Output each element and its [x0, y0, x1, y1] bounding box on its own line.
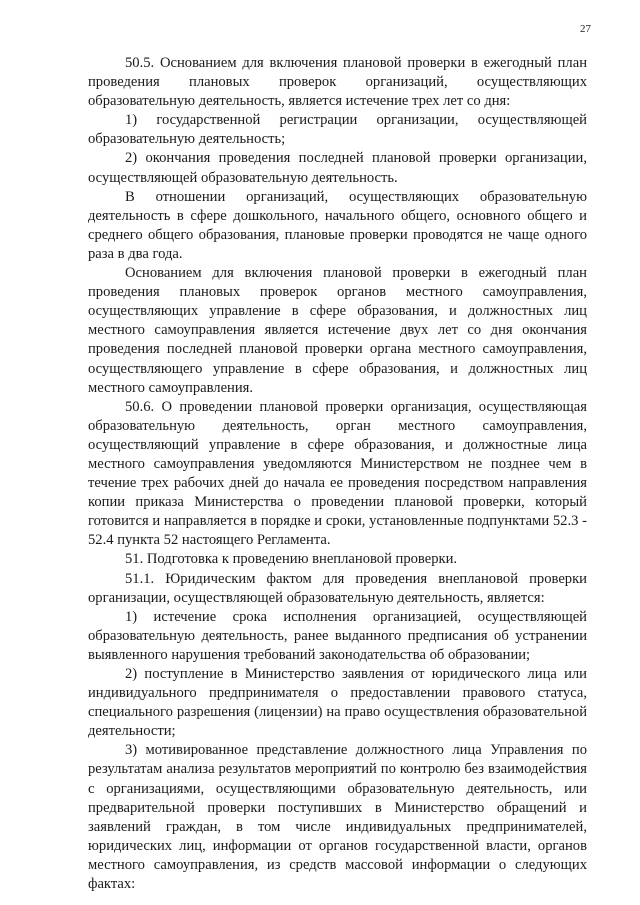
paragraph-local-government: Основанием для включения плановой проверки в ежегодный план проведения плановых проверок органов местного самоуправления, осуществляющих управление в сфере образования, и должностных лиц местного самоуправления является истечение двух лет со дня окончания проведения последней плановой проверки органа местного самоуправления, осуществляющего управление в сфере образования, и должностных лиц местного самоуправления.: [88, 265, 587, 396]
paragraph-preschool-orgs: В отношении организаций, осуществляющих образовательную деятельность в сфере дошкольного, начального общего, основного общего и среднего общего образования, плановые проверки проводятся не чаще одного раза в два года.: [88, 188, 587, 262]
paragraph-50-5: 50.5. Основанием для включения плановой проверки в ежегодный план проведения плановых проверок организаций, осуществляющих образовательную деятельность, является истечение трех лет со дня:: [88, 55, 587, 110]
document-body: [88, 54, 587, 894]
paragraph-51-1: 51.1. Юридическим фактом для проведения внеплановой проверки организации, осуществляющей образовательную деятельность, является:: [88, 570, 587, 606]
list-item-51-1-1: 1) истечение срока исполнения организацией, осуществляющей образовательную деятельность, ранее выданного предписания об устранении выявленного нарушения требований законодательства об образовании;: [88, 608, 587, 663]
page-number: 27: [580, 23, 591, 35]
list-item-50-5-1: 1) государственной регистрации организации, осуществляющей образовательную деятельность;: [88, 112, 587, 148]
list-item-50-5-2: 2) окончания проведения последней плановой проверки организации, осуществляющей образовательную деятельность.: [88, 150, 587, 186]
paragraph-51: 51. Подготовка к проведению внеплановой проверки.: [125, 551, 458, 568]
list-item-51-1-2: 2) поступление в Министерство заявления от юридического лица или индивидуального предпринимателя о предоставлении правового статуса, специального разрешения (лицензии) на право осуществления образовательной деятельности;: [88, 666, 587, 740]
paragraph-50-6: 50.6. О проведении плановой проверки организация, осуществляющая образовательную деятельность, орган местного самоуправления, осуществляющий управление в сфере образования, и должностные лица местного самоуправления уведомляются Министерством не позднее чем в течение трех рабочих дней до начала ее проведения посредством направления копии приказа Министерства о проведении плановой проверки, который готовится и направляется в порядке и сроки, установленные подпунктами 52.3 - 52.4 пункта 52 настоящего Регламента.: [88, 398, 587, 549]
list-item-51-1-3: 3) мотивированное представление должностного лица Управления по результатам анализа результатов мероприятий по контролю без взаимодействия с организациями, осуществляющими образовательную деятельность, или предварительной проверки поступивших в Министерство обращений и заявлений граждан, в том числе индивидуальных предпринимателей, юридических лиц, информации от органов государственной власти, органов местного самоуправления, из средств массовой информации о следующих фактах:: [88, 742, 587, 893]
